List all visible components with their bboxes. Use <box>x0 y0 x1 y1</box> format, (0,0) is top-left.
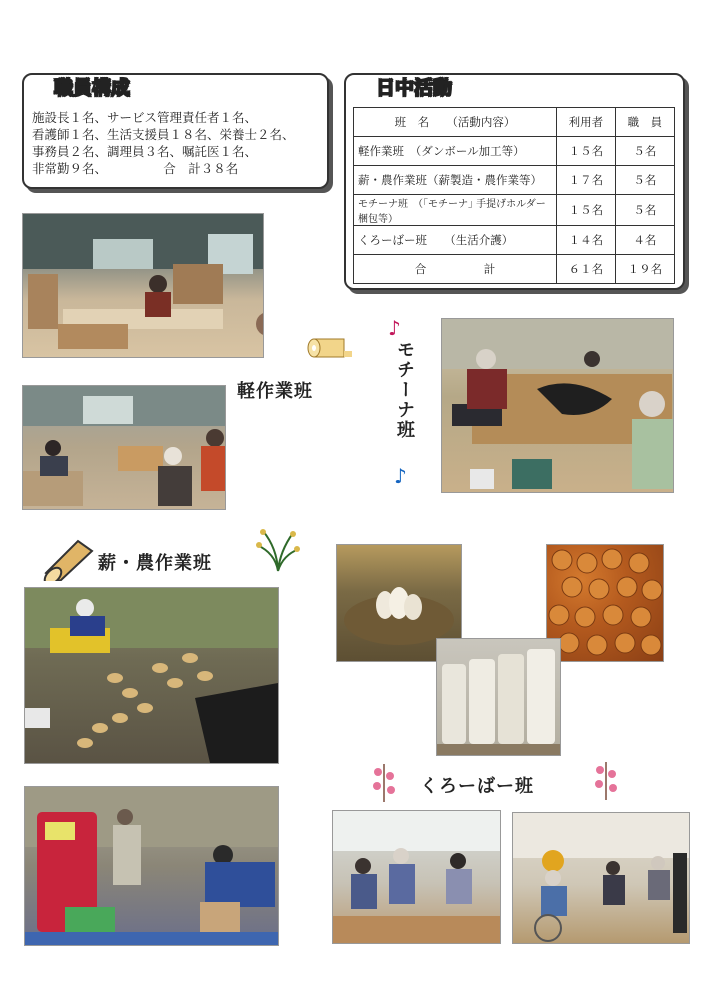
tape-roll-icon <box>306 333 354 363</box>
table-row <box>354 137 675 166</box>
activity-title: 日中活動 <box>376 77 453 99</box>
farm-photo-onions <box>24 587 279 764</box>
staff-line: 施設長１名、サービス管理責任者１名、 <box>32 110 258 125</box>
light-work-label: 軽作業班 <box>237 381 313 402</box>
music-note-icon: ♪ <box>394 464 407 488</box>
table-header-row <box>354 108 675 137</box>
row-name: 軽作業班 （ダンボール加工等） <box>354 137 557 166</box>
row-staff: ５名 <box>615 195 674 226</box>
total-staff: １９名 <box>615 255 674 284</box>
staff-title: 職員構成 <box>54 77 131 99</box>
light-work-photo-1 <box>22 213 264 358</box>
row-staff: ５名 <box>615 166 674 195</box>
row-staff: ５名 <box>615 137 674 166</box>
row-users: １５名 <box>557 137 616 166</box>
row-name: 薪・農作業班（薪製造・農作業等） <box>354 166 557 195</box>
clover-label: くろーばー班 <box>420 776 534 797</box>
flower-branch-icon <box>590 760 622 800</box>
table-row <box>354 195 675 226</box>
staff-line: 事務員２名、調理員３名、嘱託医１名、 <box>32 144 258 159</box>
row-name: くろーばー班 （生活介護） <box>354 226 557 255</box>
staff-text <box>32 109 332 177</box>
row-name: モチーナ班 （｢モチーナ｣ 手提げホルダー梱包等） <box>354 195 557 226</box>
row-users: １５名 <box>557 195 616 226</box>
staff-line: 非常勤９名、 合 計３８名 <box>32 161 239 176</box>
rice-plant-icon <box>253 523 303 573</box>
header-name: 班 名 （活動内容） <box>354 108 557 137</box>
rice-bags-photo <box>436 638 561 756</box>
firewood-label: 薪・農作業班 <box>98 553 212 574</box>
firewood-photo <box>24 786 279 946</box>
clover-exercise-photo-1 <box>332 810 501 944</box>
firewood-log-icon <box>38 533 96 581</box>
mochina-photo <box>441 318 674 493</box>
onions-photo <box>546 544 664 662</box>
clover-exercise-photo-2 <box>512 812 690 944</box>
total-users: ６１名 <box>557 255 616 284</box>
table-row <box>354 166 675 195</box>
table-total-row <box>354 255 675 284</box>
light-work-photo-2 <box>22 385 226 510</box>
header-users: 利用者 <box>557 108 616 137</box>
row-users: １４名 <box>557 226 616 255</box>
mochina-label: モチーナ班 <box>394 340 415 440</box>
music-note-icon: ♪ <box>388 316 401 340</box>
total-label: 合 計 <box>354 255 557 284</box>
staff-composition-box <box>22 73 329 189</box>
activity-box <box>344 73 685 290</box>
activity-table <box>353 107 675 284</box>
staff-line: 看護師１名、生活支援員１８名、栄養士２名、 <box>32 127 295 142</box>
table-row <box>354 226 675 255</box>
flower-branch-icon <box>368 762 400 802</box>
row-staff: ４名 <box>615 226 674 255</box>
header-staff: 職 員 <box>615 108 674 137</box>
row-users: １７名 <box>557 166 616 195</box>
